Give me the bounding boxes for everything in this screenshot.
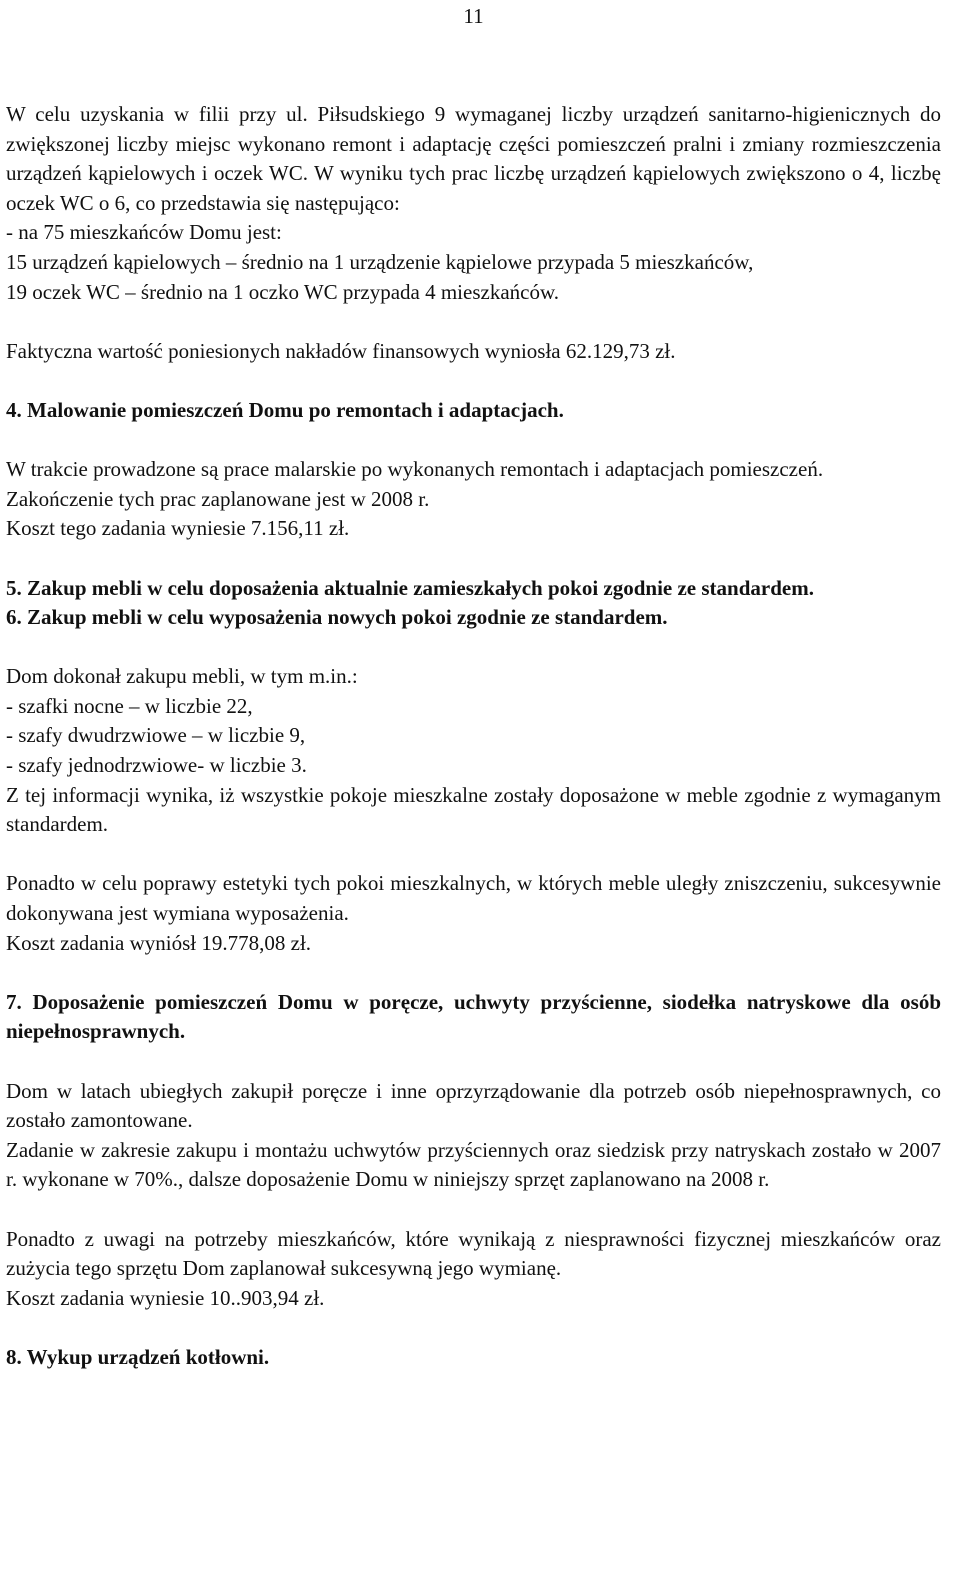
section-4-completion: Zakończenie tych prac zaplanowane jest w 2008 r. — [6, 486, 430, 511]
furniture-intro: Dom dokonał zakupu mebli, w tym m.in.: — [6, 664, 358, 689]
spacer — [6, 307, 941, 337]
furniture-cost: Koszt zadania wyniósł 19.778,08 zł. — [6, 930, 312, 955]
section-4-cost: Koszt tego zadania wyniesie 7.156,11 zł. — [6, 516, 350, 541]
residents-line: - na 75 mieszkańców Domu jest: — [6, 220, 282, 245]
section-8-heading: 8. Wykup urządzeń kotłowni. — [6, 1344, 270, 1369]
furniture-item: - szafki nocne – w liczbie 22, — [6, 693, 253, 718]
furniture-conclusion: Z tej informacji wynika, iż wszystkie pokoje mieszkalne zostały doposażone w meble zgodnie z wymaganym standardem. — [6, 782, 941, 837]
spacer — [6, 840, 941, 870]
spacer — [6, 1195, 941, 1225]
section-7-cost: Koszt zadania wyniesie 10..903,94 zł. — [6, 1285, 325, 1310]
section-7-heading: 7. Doposażenie pomieszczeń Domu w poręcze, uchwyty przyścienne, siodełka natryskowe dla osób niepełnosprawnych. — [6, 989, 941, 1044]
spacer — [6, 958, 941, 988]
wc-line: 19 oczek WC – średnio na 1 oczko WC przypada 4 mieszkańców. — [6, 279, 560, 304]
bath-devices-line: 15 urządzeń kąpielowych – średnio na 1 urządzenie kąpielowe przypada 5 mieszkańców, — [6, 249, 754, 274]
section-7-text-2: Zadanie w zakresie zakupu i montażu uchwytów przyściennych oraz siedzisk przy natryskach zostało w 2007 r. wykonane w 70%., dalsze doposażenie Domu w niniejszy sprzęt zaplanowano na 2008 r. — [6, 1137, 941, 1192]
spacer — [6, 1047, 941, 1077]
spacer — [6, 366, 941, 396]
filia-intro-paragraph: W celu uzyskania w filii przy ul. Piłsudskiego 9 wymaganej liczby urządzeń sanitarno-higienicznych do zwiększonej liczby miejsc wykonano remont i adaptację części pomieszczeń pralni i zmiany rozmieszczenia urządzeń kąpielowych i oczek WC. W wyniku tych prac liczbę urządzeń kąpielowych zwiększono o 4, liczbę oczek WC o 6, co przedstawia się następująco: — [6, 102, 941, 215]
page-number: 11 — [463, 4, 484, 28]
spacer — [6, 1313, 941, 1343]
section-6-heading: 6. Zakup mebli w celu wyposażenia nowych pokoi zgodnie ze standardem. — [6, 605, 668, 630]
spacer — [6, 633, 941, 663]
section-7-text-3: Ponadto z uwagi na potrzeby mieszkańców, które wynikają z niesprawności fizycznej mieszkańców oraz zużycia tego sprzętu Dom zaplanował sukcesywną jego wymianę. — [6, 1226, 941, 1281]
section-5-heading: 5. Zakup mebli w celu doposażenia aktualnie zamieszkałych pokoi zgodnie ze standardem. — [6, 575, 814, 600]
section-4-heading: 4. Malowanie pomieszczeń Domu po remontach i adaptacjach. — [6, 397, 564, 422]
spacer — [6, 426, 941, 456]
section-7-text-1: Dom w latach ubiegłych zakupił poręcze i inne oprzyrządowanie dla potrzeb osób niepełnosprawnych, co zostało zamontowane. — [6, 1078, 941, 1133]
spacer — [6, 544, 941, 574]
document-page — [6, 0, 941, 1373]
furniture-item: - szafy dwudrzwiowe – w liczbie 9, — [6, 723, 306, 748]
section-4-text: W trakcie prowadzone są prace malarskie po wykonanych remontach i adaptacjach pomieszczeń. — [6, 457, 824, 482]
furniture-replacement: Ponadto w celu poprawy estetyki tych pokoi mieszkalnych, w których meble uległy zniszczeniu, sukcesywnie dokonywana jest wymiana wyposażenia. — [6, 871, 941, 926]
filia-cost: Faktyczna wartość poniesionych nakładów finansowych wyniosła 62.129,73 zł. — [6, 338, 676, 363]
furniture-item: - szafy jednodrzwiowe- w liczbie 3. — [6, 753, 307, 778]
